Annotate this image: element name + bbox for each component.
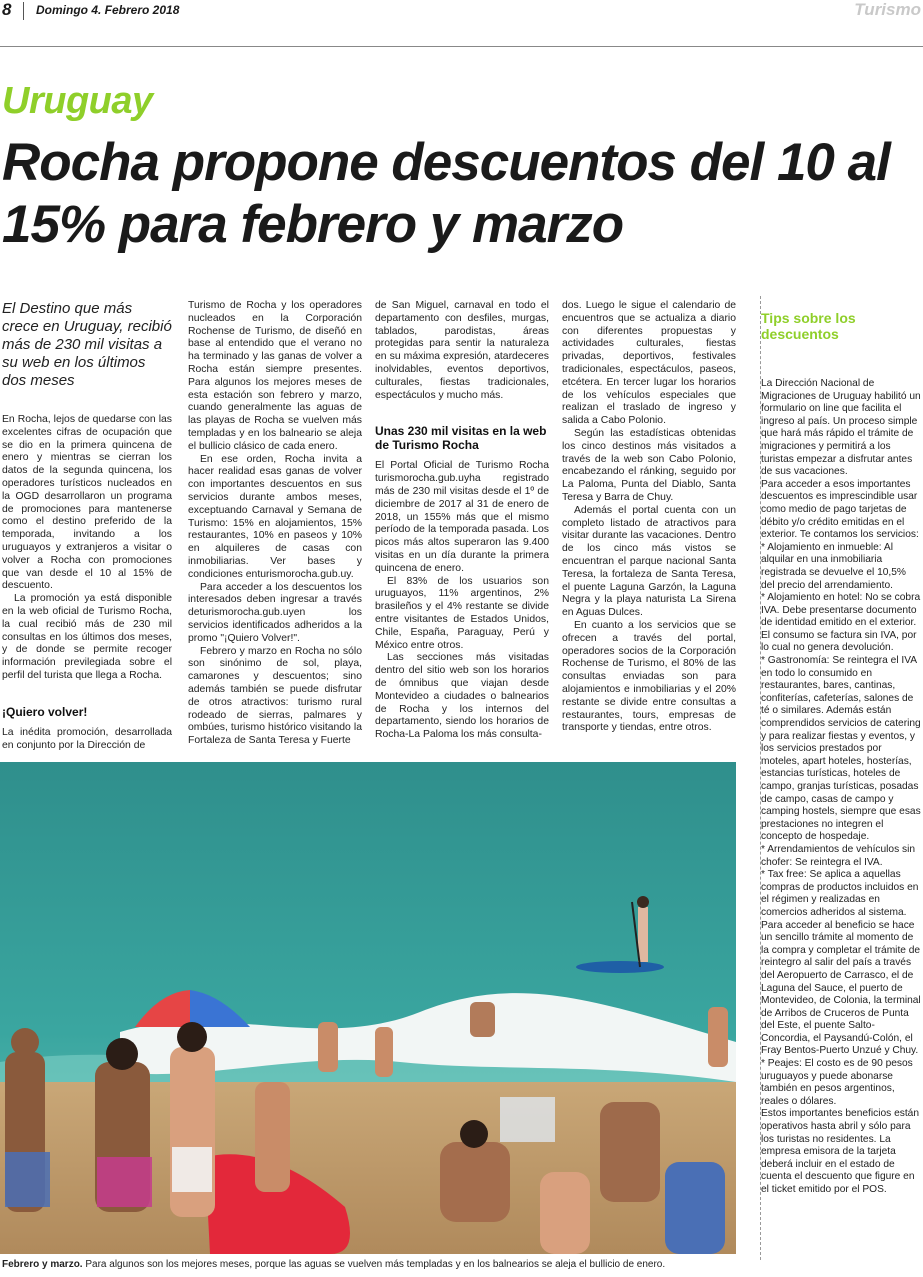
paragraph: Para acceder a los descuentos los interesados deben ingresar a través deturismorocha.gub.uyen los servicios identificados adheridos a la promo "¡Quiero Volver!". xyxy=(188,581,362,644)
header-separator xyxy=(23,2,24,20)
column-1 xyxy=(2,300,172,752)
tips-content xyxy=(761,310,921,1197)
tips-paragraph: Para acceder a esos importantes descuentos es imprescindible usar como medio de pago tarjetas de débito y/o crédito emitidas en el exterior. Te contamos los servicios: xyxy=(761,478,919,541)
page-number: 8 xyxy=(2,0,12,19)
tips-paragraph: * Alojamiento en hotel: No se cobra IVA. Debe presentarse documento de identidad emitido en el exterior. El consumo se factura sin IVA, por lo cual no genera devolución. xyxy=(761,592,921,654)
paragraph: El 83% de los usuarios son uruguayos, 11% argentinos, 2% brasileños y el 4% restante se divide entre visitantes de Estados Unidos, Chile, España, Paraguay, Perú y México entre otros. xyxy=(375,575,549,651)
paragraph: En ese orden, Rocha invita a hacer realidad esas ganas de volver con importantes descuentos en sus servicios durante ambos meses, exceptuando Carnaval y Semana de Turismo: 15% en alojamientos, 15% restaurantes, 10% en paseos y 10% en alquileres de casas con inmobiliarias. Ver bases y condiciones enturismorocha.gub.uy. xyxy=(188,453,362,580)
paddle-surfer xyxy=(638,907,648,962)
paragraph: Febrero y marzo en Rocha no sólo son sinónimo de sol, playa, camarones y descuentos; sino además también se puede disfrutar de otros atractivos: turismo rural rodeado de sierras, palmares y ombúes, turismo histórico visitando la Fortaleza de Santa Teresa y Fuerte xyxy=(188,645,362,747)
beach-illustration xyxy=(0,762,736,1254)
photo-caption xyxy=(2,1258,922,1271)
paragraph: En Rocha, lejos de quedarse con las excelentes cifras de ocupación que se dio en la primera quincena de enero y mientras se cierran los datos de la segunda quincena, los operadores turísticos nucleados en la OGD desarrollaron un programa de promociones para mantenerse como el destino preferido de la temporada, invitando a los uruguayos y extranjeros a visitar o volver a Rocha con promociones que van desde el 10 al 15% de descuento. xyxy=(2,414,172,592)
paragraph: La promoción ya está disponible en la web oficial de Turismo Rocha, la cual recibió más de 230 mil consultas en los últimos dos meses, y de donde se permite recoger información previlegiada sobre el perfil del turista que llega a Rocha. xyxy=(2,593,172,681)
page-header xyxy=(0,0,923,24)
tips-paragraph: * Alojamiento en inmueble: Al alquilar en una inmobiliaria registrada se devuelve el 10,5% del precio del arrendamiento. xyxy=(761,541,906,591)
tips-paragraph: * Gastronomía: Se reintegra el IVA en todo lo consumido en restaurantes, bares, cantinas, confiterías, cafeterías, salones de té o similares. Además están comprendidos servicios de catering y para realizar fiestas y eventos, y los servicios prestados por moteles, apart hoteles, hosterías, estancias turísticas, hoteles de campo, granjas turísticas, posadas de campo, casas de campo y camping hostels, siempre que esas prestaciones no integren el concepto de hospedaje. xyxy=(761,655,921,843)
paragraph: Turismo de Rocha y los operadores nucleados en la Corporación Rochense de Turismo, de diseñó en base al entendido que el verano no ha terminado y las ganas de volver a Rocha están siempre presentes. Para algunos los mejores meses de esta estación son febrero y marzo, cuando generalmente las aguas de las playas de Rocha se vuelven más templadas y en los balneario se aleja el bullicio clásico de cada enero. xyxy=(188,300,362,452)
header-rule xyxy=(0,46,923,47)
subheading-visitas-web: Unas 230 mil visitas en la web de Turismo Rocha xyxy=(375,424,547,453)
tips-paragraph: * Arrendamientos de vehículos sin chofer: Se reintegra el IVA. xyxy=(761,843,916,868)
paddle-board xyxy=(576,961,664,973)
paragraph: Las secciones más visitadas dentro del sitio web son los horarios de ómnibus que viajan desde Montevideo a ciudades o balnearios de Rocha y los internos del departamento, siendo los horarios de Rocha-La Paloma los más consulta- xyxy=(375,652,549,741)
article-lead: El Destino que más crece en Uruguay, recibió más de 230 mil visitas a su web en los últimos dos meses xyxy=(2,300,172,389)
paragraph: de San Miguel, carnaval en todo el departamento con desfiles, murgas, tablados, parodistas, áreas protegidas para sentir la naturaleza en su máxima expresión, atardeceres inolvidables, eventos deportivos, culturales, fiestas tradicionales, espectáculos y mucho más. xyxy=(375,300,549,401)
paragraph: Además el portal cuenta con un completo listado de atractivos para visitar durante las vacaciones. Dentro de los cinco más vistos se encuentran el parque nacional Santa Teresa, la fortaleza de Santa Teresa, el puente Laguna Garzón, la Laguna Negra y la playa naturista La Sirena en Aguas Dulces. xyxy=(562,504,736,619)
beach-photo xyxy=(0,762,736,1254)
paragraph: dos. Luego le sigue el calendario de encuentros que se actualiza a diario con diferentes propuestas y actividades culturales, fiestas privadas, deportivos, festivales tradicionales, espectáculos, paseos, etcétera. En tercer lugar los horarios de los vehículos especiales que realizan el traslado de ingreso y salida a Cabo Polonio. xyxy=(562,300,736,427)
article-headline: Rocha propone descuentos del 10 al 15% para febrero y marzo xyxy=(2,133,890,254)
tips-title: Tips sobre los descuentos xyxy=(761,310,856,342)
article-kicker: Uruguay xyxy=(2,80,153,122)
caption-text: Para algunos son los mejores meses, porque las aguas se vuelven más templadas y en los balnearios se aleja el bullicio de enero. xyxy=(85,1259,666,1270)
caption-lead: Febrero y marzo. xyxy=(2,1259,83,1270)
column-4 xyxy=(562,300,736,735)
tips-paragraph: Estos importantes beneficios están operativos hasta abril y sólo para los turistas no residentes. La empresa emisora de la tarjeta deberá incluir en el estado de cuenta el descuento que figure en el ticket emitido por el POS. xyxy=(761,1108,919,1195)
paragraph: Según las estadísticas obtenidas los cinco destinos más visitados a través de la web son Cabo Polonio, encabezando el ránking, seguido por La Paloma, Punta del Diablo, Santa Teresa y Barra de Chuy. xyxy=(562,427,736,503)
paragraph: La inédita promoción, desarrollada en conjunto por la Dirección de xyxy=(2,726,172,751)
tips-paragraph: * Tax free: Se aplica a aquellas compras de productos incluidos en el régimen y realizadas en comercios adheridos al sistema. Para acceder al beneficio se hace un sencillo trámite al momento de la compra y completar el trámite de reintegro al salir del país a través del Aeropuerto de Carrasco, el de Laguna del Sauce, el puerto de Montevideo, de Colonia, la terminal de Arribos de Cruceros de Punta del Este, el puente Salto-Concordia, el Paysandú-Colón, el Fray Bentos-Puerto Unzué y Chuy. xyxy=(761,869,921,1057)
subheading-quiero-volver: ¡Quiero volver! xyxy=(2,704,88,719)
column-2 xyxy=(188,300,362,748)
paragraph: En cuanto a los servicios que se ofrecen a través del portal, operadores socios de la Corporación Rochense de Turismo, el 80% de las consultas enviadas son para alojamientos e inmobiliarias y el 20% restante se divide entre consultas a restaurantes, tours, empresas de transporte y tiendas, entre otros. xyxy=(562,619,736,734)
beach-chair xyxy=(500,1097,555,1142)
issue-date: Domingo 4. Febrero 2018 xyxy=(36,3,180,17)
section-name: Turismo xyxy=(854,0,921,19)
tips-paragraph: La Dirección Nacional de Migraciones de Uruguay habilitó un formulario on line que facilita el ingreso al país. Un proceso simple que hará más rápido el trámite de migraciones y permitirá a los turistas empezar a disfrutar antes de sus vacaciones. xyxy=(761,378,921,478)
paragraph: El Portal Oficial de Turismo Rocha turismorocha.gub.uyha registrado más de 230 mil visitas desde el 1º de diciembre de 2017 al 31 de enero de 2018, un 155% más que el mismo período de la temporada pasada. Los picos más altos superaron las 9.400 visitas en un día durante la primera quincena de enero. xyxy=(375,460,549,574)
column-3 xyxy=(375,300,549,742)
tips-sidebar xyxy=(760,296,921,1260)
tips-paragraph: * Peajes: El costo es de 90 pesos uruguayos y puede abonarse también en pesos argentinos, reales o dólares. xyxy=(761,1058,913,1107)
